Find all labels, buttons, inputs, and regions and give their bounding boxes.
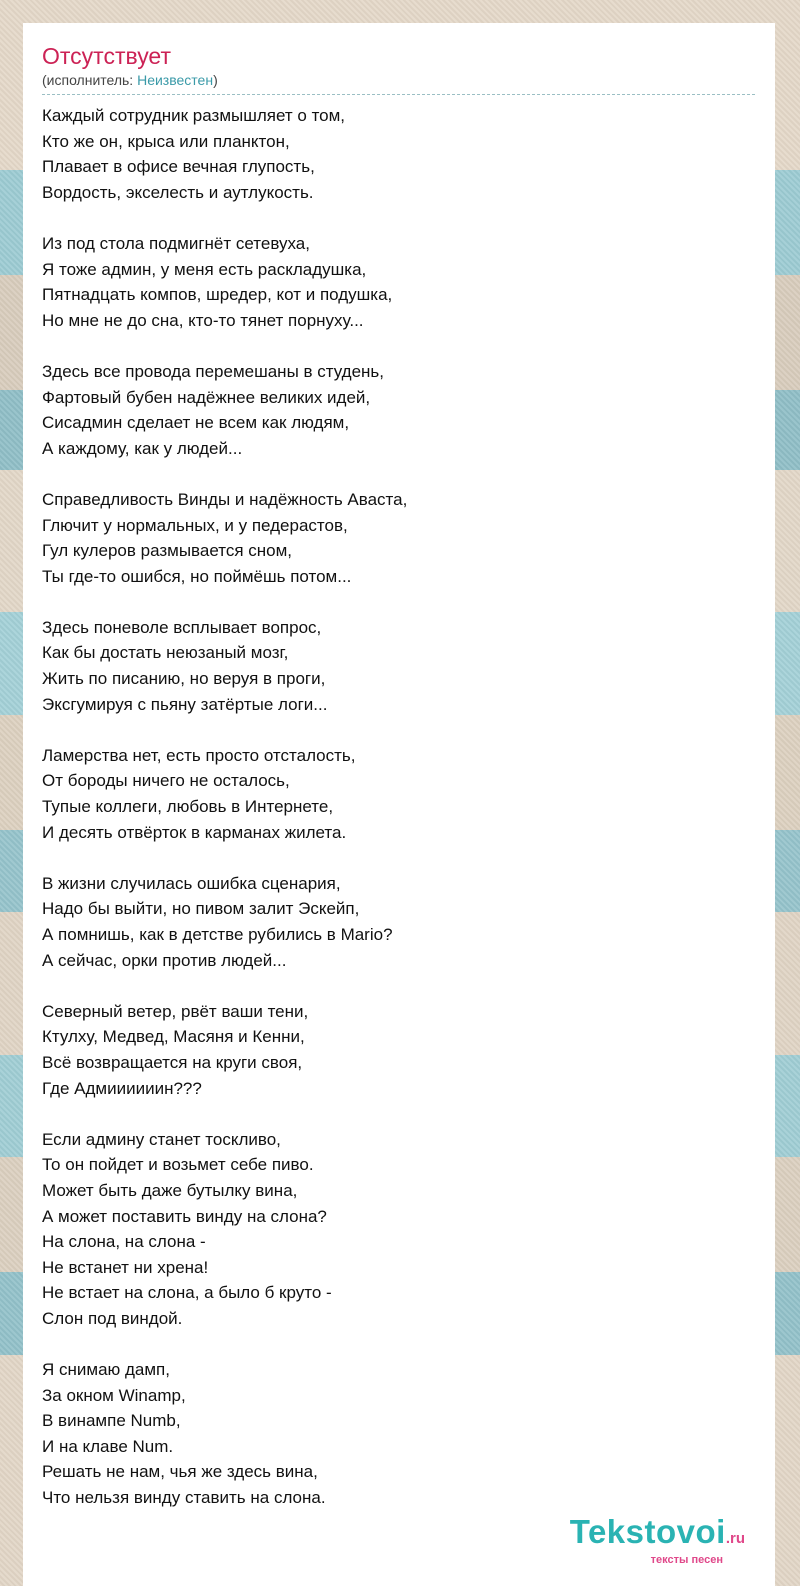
lyric-line: Гул кулеров размывается сном, <box>42 541 293 561</box>
lyric-line: И на клаве Num. <box>42 1436 174 1456</box>
lyric-line: Справедливость Винды и надёжность Аваста, <box>42 489 408 509</box>
lyric-line: Но мне не до сна, кто-то тянет порнуху... <box>42 310 364 330</box>
lyric-line: Здесь все провода перемешаны в студень, <box>42 361 385 381</box>
stanza-break <box>42 717 755 743</box>
lyric-line: Ктулху, Медвед, Масяня и Кенни, <box>42 1027 305 1047</box>
lyric-line: В винампе Numb, <box>42 1411 181 1431</box>
lyric-line: Тупые коллеги, любовь в Интернете, <box>42 797 334 817</box>
stanza-break <box>42 589 755 615</box>
lyric-line: Где Адмиииииин??? <box>42 1078 202 1098</box>
stanza-break <box>42 461 755 487</box>
lyric-line: Решать не нам, чья же здесь вина, <box>42 1462 318 1482</box>
lyric-line: Каждый сотрудник размышляет о том, <box>42 106 346 125</box>
lyric-line: Как бы достать неюзаный мозг, <box>42 643 289 663</box>
lyric-line: Ламерства нет, есть просто отсталость, <box>42 745 356 765</box>
stanza-break <box>42 333 755 359</box>
logo-domain: .ru <box>725 1530 745 1547</box>
lyric-line: Пятнадцать компов, шредер, кот и подушка, <box>42 285 393 305</box>
lyric-line: Надо бы выйти, но пивом залит Эскейп, <box>42 899 360 919</box>
lyric-line: Не встает на слона, а было б круто - <box>42 1283 332 1303</box>
lyric-line: Может быть даже бутылку вина, <box>42 1180 298 1200</box>
stanza-break <box>42 1101 755 1127</box>
lyric-line: Что нельзя винду ставить на слона. <box>42 1488 326 1508</box>
lyric-line: А может поставить винду на слона? <box>42 1206 327 1226</box>
lyrics-text <box>42 103 755 1511</box>
lyric-line: Глючит у нормальных, и у педерастов, <box>42 515 348 535</box>
logo-tagline: тексты песен <box>650 1554 723 1566</box>
artist-prefix: (исполнитель: <box>42 72 138 88</box>
lyric-line: Плавает в офисе вечная глупость, <box>42 157 315 177</box>
lyric-line: Если админу станет тоскливо, <box>42 1129 281 1149</box>
stanza-break <box>42 1332 755 1358</box>
artist-line <box>42 71 755 95</box>
lyric-line: Я снимаю дамп, <box>42 1360 170 1380</box>
lyric-line: Сисадмин сделает не всем как людям, <box>42 413 350 433</box>
lyric-line: Эксгумируя с пьяну затёртые логи... <box>42 694 328 714</box>
site-logo[interactable] <box>570 1515 745 1566</box>
logo-main-text: Tekstovoi <box>569 1513 726 1550</box>
lyric-line: Кто же он, крыса или планктон, <box>42 131 290 151</box>
lyric-line: А сейчас, орки против людей... <box>42 950 287 970</box>
lyric-line: В жизни случилась ошибка сценария, <box>42 873 341 893</box>
lyric-line: Ты где-то ошибся, но поймёшь потом... <box>42 566 352 586</box>
lyric-line: За окном Winamp, <box>42 1385 186 1405</box>
lyric-line: Вордость, экселесть и аутлукость. <box>42 182 314 202</box>
logo-wordmark <box>570 1515 745 1556</box>
lyric-line: То он пойдет и возьмет себе пиво. <box>42 1155 314 1175</box>
lyric-line: Не встанет ни хрена! <box>42 1257 209 1277</box>
lyric-line: На слона, на слона - <box>42 1232 206 1252</box>
artist-suffix: ) <box>213 72 218 88</box>
lyric-line: Жить по писанию, но веруя в проги, <box>42 669 326 689</box>
stanza-break <box>42 845 755 871</box>
lyric-line: И десять отвёрток в карманах жилета. <box>42 822 347 842</box>
lyric-line: Из под стола подмигнёт сетевуха, <box>42 233 310 253</box>
lyric-line: Фартовый бубен надёжнее великих идей, <box>42 387 371 407</box>
artist-link[interactable]: Неизвестен <box>137 72 214 88</box>
lyric-line: А каждому, как у людей... <box>42 438 243 458</box>
lyric-line: Всё возвращается на круги своя, <box>42 1052 303 1072</box>
lyrics-page <box>23 23 775 1586</box>
lyric-line: От бороды ничего не осталось, <box>42 771 290 791</box>
lyric-line: Здесь поневоле всплывает вопрос, <box>42 617 322 637</box>
stanza-break <box>42 205 755 231</box>
lyric-line: Слон под виндой. <box>42 1308 183 1328</box>
lyric-line: Северный ветер, рвёт ваши тени, <box>42 1001 309 1021</box>
stanza-break <box>42 973 755 999</box>
song-title: Отсутствует <box>42 43 171 69</box>
lyric-line: А помнишь, как в детстве рубились в Mario? <box>42 925 393 944</box>
lyric-line: Я тоже админ, у меня есть раскладушка, <box>42 259 367 279</box>
